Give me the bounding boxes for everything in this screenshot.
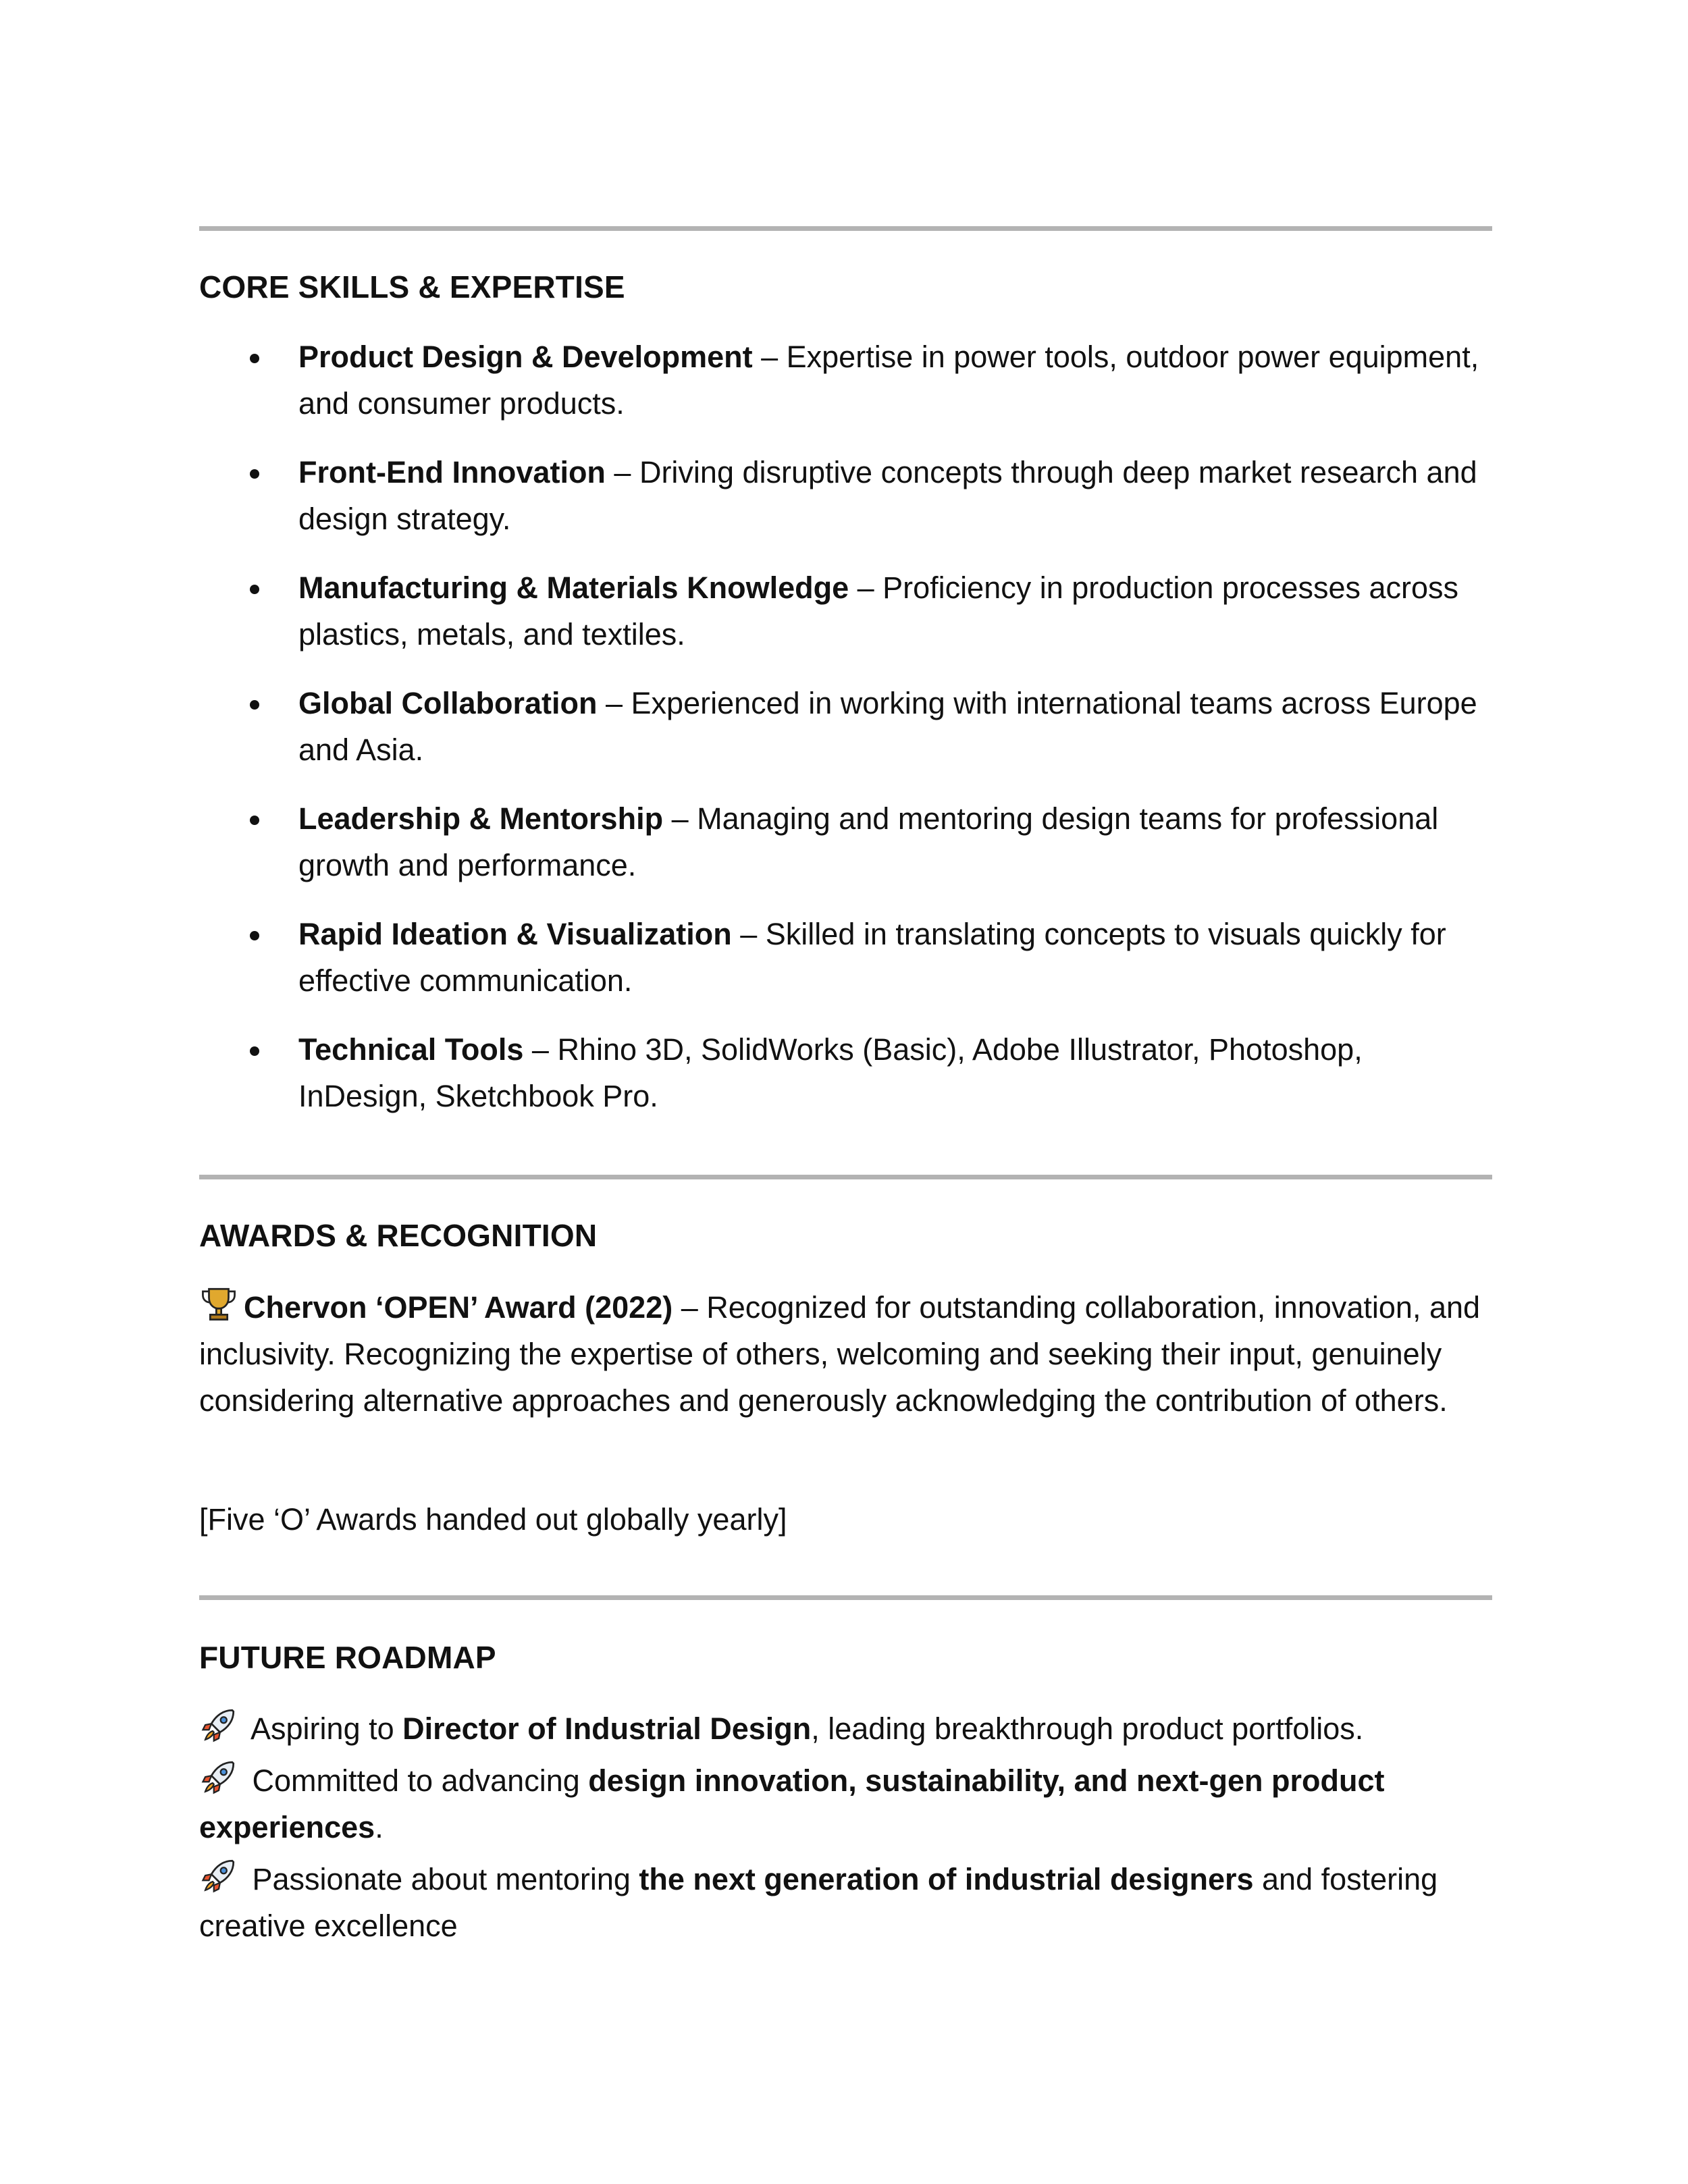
skill-text: – Managing and mentoring design teams for professional growth and performance. [298,801,1439,882]
rocket-icon [199,1757,238,1796]
skill-text: – Rhino 3D, SolidWorks (Basic), Adobe Illustrator, Photoshop, InDesign, Sketchbook Pro. [298,1032,1363,1113]
bullet-icon [250,1046,259,1056]
skill-item [199,680,1492,773]
skill-text: – Expertise in power tools, outdoor power equipment, and consumer products. [298,340,1479,421]
skill-item [199,449,1492,542]
bullet-icon [250,816,259,825]
bullet-icon [250,469,259,479]
section-divider [199,1595,1492,1600]
roadmap-post: and fostering creative excellence [199,1862,1438,1943]
skill-label: Leadership & Mentorship [298,801,664,836]
skill-label: Rapid Ideation & Visualization [298,917,732,951]
roadmap-pre: Passionate about mentoring [244,1862,639,1896]
rocket-icon [199,1856,238,1895]
roadmap-item [199,1705,1492,1752]
skill-label: Technical Tools [298,1032,524,1067]
skill-item [199,1026,1492,1119]
roadmap-item [199,1856,1492,1949]
roadmap-pre: Aspiring to [244,1711,403,1746]
skill-item [199,911,1492,1004]
skill-label: Front-End Innovation [298,455,606,489]
roadmap-heading: FUTURE ROADMAP [199,1640,496,1675]
roadmap-bold: Director of Industrial Design [402,1711,812,1746]
skills-heading: CORE SKILLS & EXPERTISE [199,269,625,304]
bullet-icon [250,700,259,710]
rocket-icon [199,1705,238,1744]
bullet-icon [250,585,259,594]
roadmap-bold: design innovation, sustainability, and next-gen product experiences [199,1763,1385,1844]
skill-text: – Experienced in working with international teams across Europe and Asia. [298,686,1477,767]
skill-label: Product Design & Development [298,340,753,374]
skill-text: – Driving disruptive concepts through deep market research and design strategy. [298,455,1477,536]
skill-text: – Proficiency in production processes across plastics, metals, and textiles. [298,570,1459,651]
award-paragraph [199,1284,1492,1424]
bullet-icon [250,354,259,363]
bullet-icon [250,931,259,940]
skill-item [199,795,1492,888]
award-text: – Recognized for outstanding collaboration, innovation, and inclusivity. Recognizing the expertise of others, welcoming and seeking their input, genuinely considering alternative approaches and generously acknowledging the contribution of others. [199,1290,1481,1418]
award-note: [Five ‘O’ Awards handed out globally yearly] [199,1502,787,1537]
trophy-icon [199,1284,238,1323]
roadmap-post: . [375,1810,384,1844]
award-label: Chervon ‘OPEN’ Award (2022) [244,1290,673,1325]
awards-heading: AWARDS & RECOGNITION [199,1218,598,1253]
skill-text: – Skilled in translating concepts to visuals quickly for effective communication. [298,917,1446,998]
section-divider [199,226,1492,231]
skills-list [199,334,1492,1142]
roadmap-pre: Committed to advancing [244,1763,589,1798]
section-divider [199,1175,1492,1179]
skill-item [199,564,1492,658]
skill-label: Manufacturing & Materials Knowledge [298,570,849,605]
roadmap-bold: the next generation of industrial designers [639,1862,1254,1896]
skill-item [199,334,1492,427]
roadmap-post: , leading breakthrough product portfolios. [811,1711,1364,1746]
roadmap-list [199,1705,1492,1954]
roadmap-item [199,1757,1492,1850]
skill-label: Global Collaboration [298,686,598,720]
